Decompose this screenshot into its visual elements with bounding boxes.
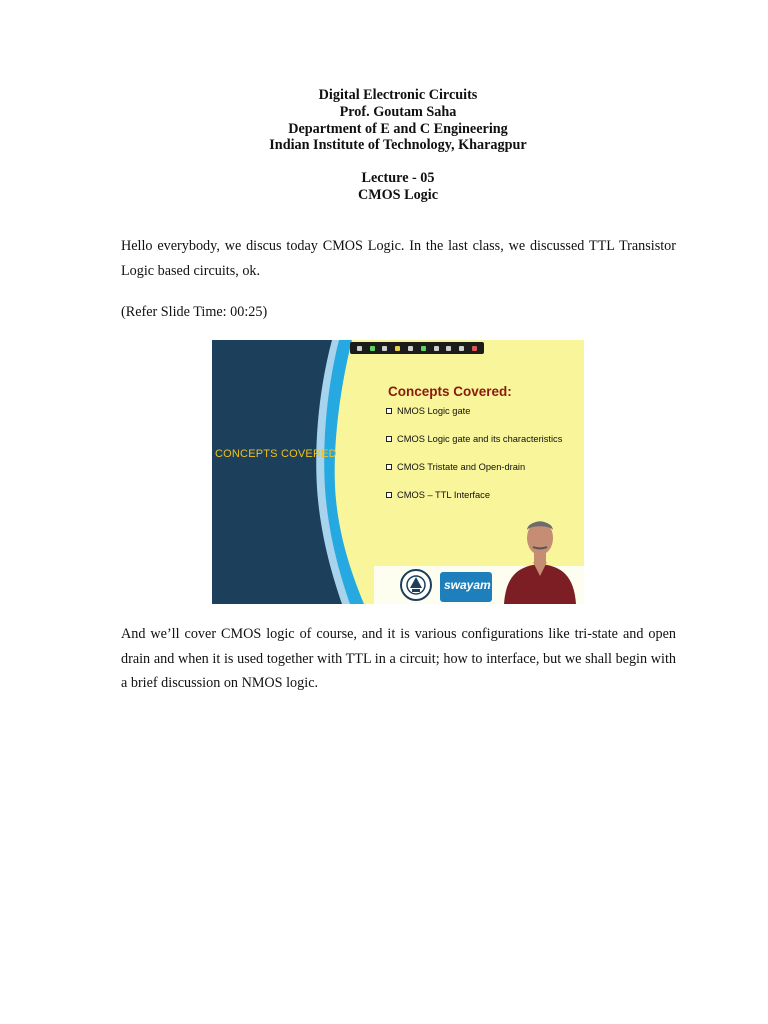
shape-tool-icon — [408, 346, 413, 351]
iit-kharagpur-logo — [398, 568, 434, 602]
lecture-header — [0, 87, 768, 204]
close-tool-icon — [472, 346, 477, 351]
course-title: Digital Electronic Circuits — [318, 87, 478, 103]
followup-paragraph: And we’ll cover CMOS logic of course, and it is various configurations like tri-state and open drain and when it is used together with TTL in a circuit; how to interface, but we shall begin with a brief discussion on NMOS logic. — [121, 626, 676, 691]
institute-name: Indian Institute of Technology, Kharagpur — [269, 137, 527, 154]
professor-name: Prof. Goutam Saha — [339, 103, 457, 120]
concepts-heading: Concepts Covered: — [388, 384, 512, 399]
annotation-toolbar — [350, 342, 484, 354]
concept-item: CMOS Tristate and Open-drain — [386, 462, 562, 490]
checkbox-icon — [386, 464, 392, 470]
line-tool-icon — [434, 346, 439, 351]
lecture-slide-image — [212, 340, 584, 604]
slide-time-reference: (Refer Slide Time: 00:25) — [121, 304, 268, 320]
concept-item: CMOS Logic gate and its characteristics — [386, 434, 562, 462]
lecture-topic: CMOS Logic — [358, 186, 438, 203]
lecture-number: Lecture - 05 — [361, 170, 435, 187]
presenter-video — [500, 514, 580, 604]
concept-item: CMOS – TTL Interface — [386, 490, 562, 518]
undo-tool-icon — [459, 346, 464, 351]
text-tool-icon — [446, 346, 451, 351]
department-name: Department of E and C Engineering — [288, 120, 508, 137]
concept-item: NMOS Logic gate — [386, 406, 562, 434]
slide-left-title: CONCEPTS COVERED — [215, 448, 337, 460]
eraser-tool-icon — [382, 346, 387, 351]
checkbox-icon — [386, 436, 392, 442]
intro-paragraph: Hello everybody, we discus today CMOS Logic. In the last class, we discussed TTL Transistor Logic based circuits, ok. — [121, 238, 676, 279]
highlighter-tool-icon — [395, 346, 400, 351]
pointer-tool-icon — [357, 346, 362, 351]
swayam-logo: swayam — [440, 572, 492, 602]
concepts-list — [386, 406, 562, 518]
color-tool-icon — [421, 346, 426, 351]
checkbox-icon — [386, 492, 392, 498]
pen-tool-icon — [370, 346, 375, 351]
checkbox-icon — [386, 408, 392, 414]
